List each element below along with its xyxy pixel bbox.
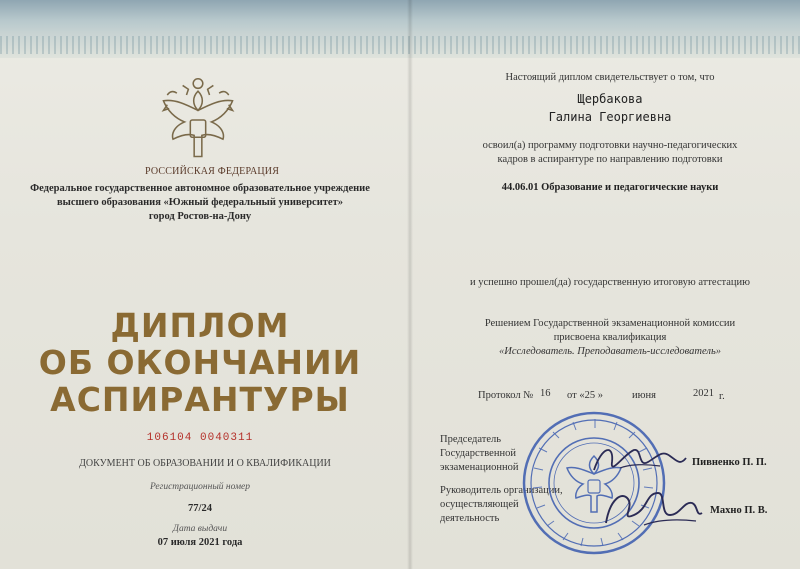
registration-number: 77/24 [188,503,212,514]
protocol-month: июня [632,390,656,401]
head-title-line-1: Руководитель организации, [440,485,563,496]
protocol-date-label: от «25 » [567,390,603,401]
chair-signature [590,440,690,480]
decision-line-1: Решением Государственной экзаменационной комиссии [484,318,736,329]
registration-number-label: Регистрационный номер [149,482,251,492]
protocol-label: Протокол № [478,390,534,401]
page-fold [407,0,413,569]
head-title-line-2: осуществляющей [440,499,519,510]
head-name: Махно П. В. [710,505,768,516]
graduate-surname: Щербакова [577,92,643,106]
protocol-number: 16 [540,388,551,399]
program-code: 44.06.01 Образование и педагогические науки [501,182,719,193]
institution-line-1: Федеральное государственное автономное образовательное учреждение [30,183,370,194]
official-seal-icon [519,408,669,558]
country-label: РОССИЙСКАЯ ФЕДЕРАЦИЯ [145,166,280,177]
chair-title-line-1: Председатель [440,434,502,445]
document-type: ДОКУМЕНТ ОБ ОБРАЗОВАНИИ И О КВАЛИФИКАЦИИ [79,458,331,469]
title-line-3: АСПИРАНТУРЫ [50,380,350,419]
diploma-number: 106104 0040311 [146,432,254,444]
qualification: «Исследователь. Преподаватель-исследователь» [499,346,721,357]
chair-title-line-3: экзаменационной [440,462,519,473]
certifies-text: Настоящий диплом свидетельствует о том, что [505,72,715,83]
chair-title-line-2: Государственной [440,448,516,459]
issue-date-label: Дата выдачи [172,524,228,534]
head-signature [600,485,705,530]
chair-name: Пивненко П. П. [692,457,767,468]
title-line-1: ДИПЛОМ [110,306,290,345]
program-text-line-1: освоил(а) программу подготовки научно-педагогических [482,140,738,151]
decorative-top-band [0,0,800,58]
institution-line-2: высшего образования «Южный федеральный университет» [57,197,343,208]
title-line-2: ОБ ОКОНЧАНИИ [38,343,362,382]
graduate-given-names: Галина Георгиевна [548,110,672,124]
head-title-line-3: деятельность [440,513,500,524]
attestation-text: и успешно прошел(да) государственную итоговую аттестацию [470,277,750,288]
program-text-line-2: кадров в аспирантуре по направлению подготовки [497,154,723,165]
institution-line-3: город Ростов-на-Дону [148,211,252,222]
double-headed-eagle-icon [150,72,246,168]
protocol-year-suffix: г. [719,391,725,402]
protocol-year: 2021 [693,388,714,399]
issue-date: 07 июля 2021 года [157,537,243,548]
decision-line-2: присвоена квалификация [553,332,667,343]
